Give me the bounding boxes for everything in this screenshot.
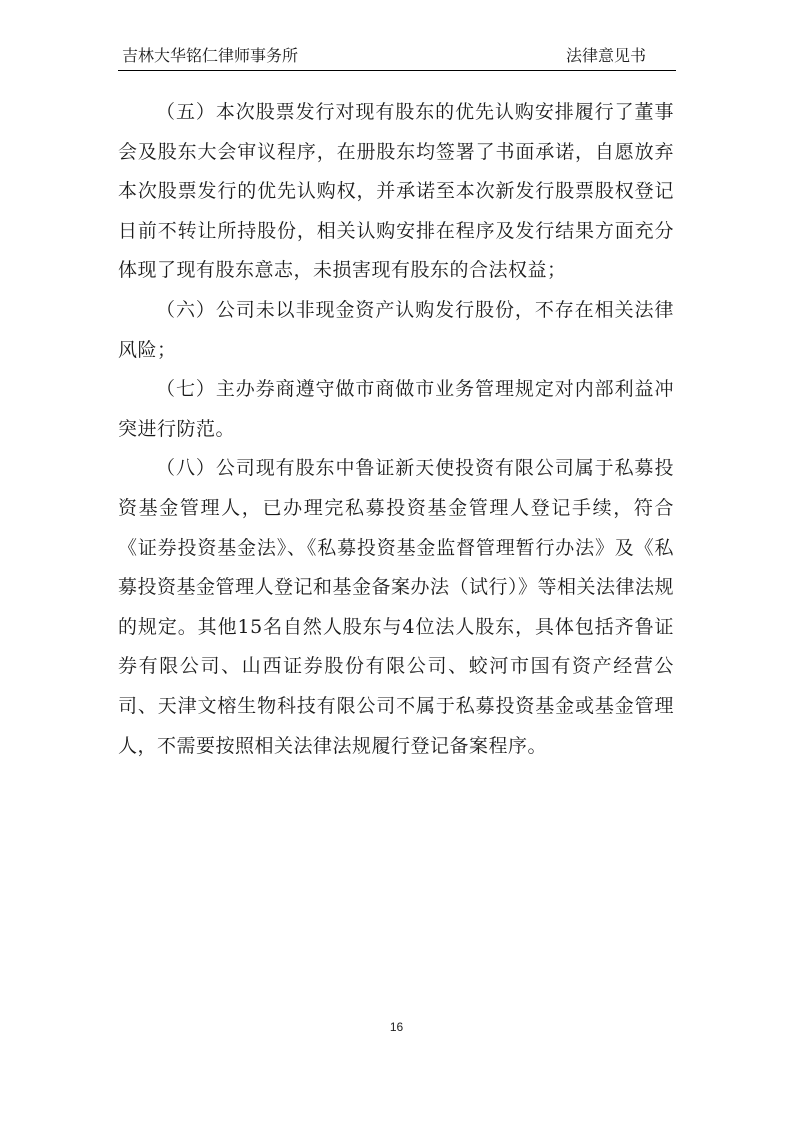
paragraph-6: （六）公司未以非现金资产认购发行股份，不存在相关法律风险；	[118, 298, 674, 361]
paragraph-7: （七）主办券商遵守做市商做市业务管理规定对内部利益冲突进行防范。	[118, 378, 674, 440]
paragraph-5: （五）本次股票发行对现有股东的优先认购安排履行了董事会及股东大会审议程序，在册股东均签署了书面承诺，自愿放弃本次股票发行的优先认购权，并承诺至本次新发行股票股权登记日前不转让所持股份，相关认购安排在程序及发行结果方面充分体现了现有股东意志，未损害现有股东的合法权益；	[118, 101, 674, 282]
page-number: 16	[389, 1020, 404, 1034]
document-body	[118, 93, 674, 766]
document-type: 法律意见书	[565, 46, 646, 65]
page-header	[118, 40, 676, 71]
law-firm-name: 吉林大华铭仁律师事务所	[122, 46, 299, 65]
paragraph-8: （八）公司现有股东中鲁证新天使投资有限公司属于私募投资基金管理人，已办理完私募投资基金管理人登记手续，符合《证券投资基金法》、《私募投资基金监督管理暂行办法》及《私募投资基金管理人登记和基金备案办法（试行）》等相关法律法规的规定。其他15名自然人股东与4位法人股东，具体包括齐鲁证券有限公司、山西证券股份有限公司、蛟河市国有资产经营公司、天津文榕生物科技有限公司不属于私募投资基金或基金管理人，不需要按照相关法律法规履行登记备案程序。	[118, 457, 675, 757]
